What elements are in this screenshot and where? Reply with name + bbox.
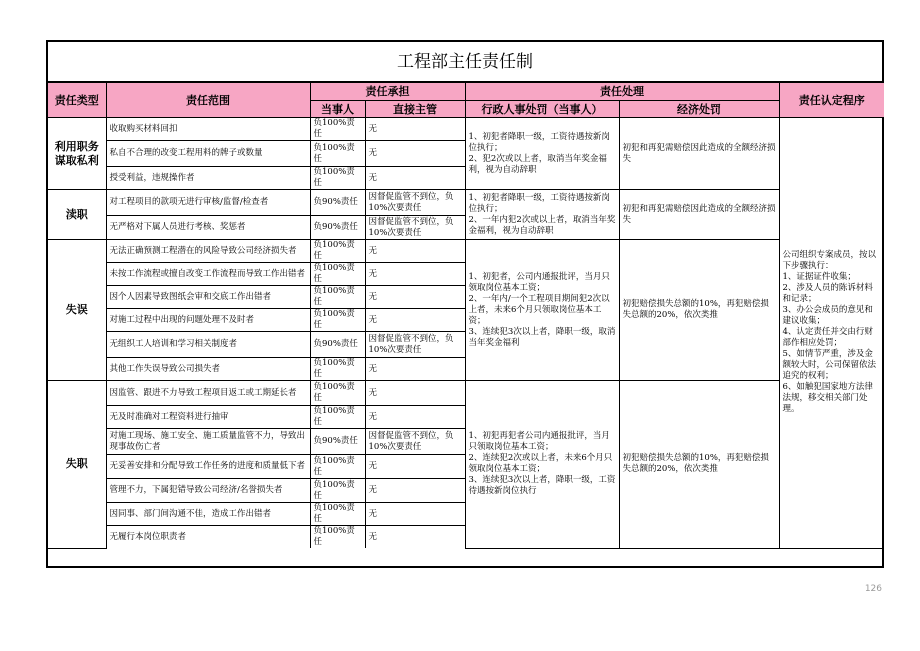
header-type: 责任类型	[48, 83, 106, 118]
supervisor-responsibility: 无	[365, 406, 465, 429]
party-responsibility: 负90%责任	[310, 332, 365, 358]
header-procedure: 责任认定程序	[779, 83, 884, 118]
admin-penalty: 1、初犯者降职一级，工资待遇按新岗位执行； 2、犯2次或以上者，取消当年奖金福利，视为自动辞职	[465, 118, 619, 190]
supervisor-responsibility: 无	[365, 286, 465, 309]
table-body	[48, 118, 884, 549]
responsibility-sheet	[46, 40, 884, 568]
supervisor-responsibility: 因督促监管不到位，负10%次要责任	[365, 429, 465, 455]
responsibility-scope: 授受利益，违规操作者	[106, 167, 310, 190]
supervisor-responsibility: 无	[365, 503, 465, 526]
party-responsibility: 负100%责任	[310, 358, 365, 381]
party-responsibility: 负90%责任	[310, 190, 365, 216]
economic-penalty: 初犯赔偿损失总额的10%，再犯赔偿损失总额的20%，依次类推	[619, 381, 779, 549]
party-responsibility: 负100%责任	[310, 526, 365, 549]
supervisor-responsibility: 无	[365, 167, 465, 190]
responsibility-scope: 未按工作流程或擅自改变工作流程而导致工作出错者	[106, 263, 310, 286]
party-responsibility: 负100%责任	[310, 503, 365, 526]
party-responsibility: 负90%责任	[310, 216, 365, 240]
admin-penalty: 1、初犯再犯者公司内通报批评，当月只领取岗位基本工资； 2、连续犯2次或以上者，未来6个月只领取岗位基本工资； 3、连续犯3次以上者，降职一级，工资待遇按新岗位执行	[465, 381, 619, 549]
responsibility-scope: 管理不力，下属犯错导致公司经济/名誉损失者	[106, 479, 310, 503]
supervisor-responsibility: 无	[365, 358, 465, 381]
party-responsibility: 负100%责任	[310, 479, 365, 503]
table-row	[48, 240, 884, 263]
party-responsibility: 负100%责任	[310, 118, 365, 141]
supervisor-responsibility: 无	[365, 141, 465, 167]
party-responsibility: 负100%责任	[310, 455, 365, 479]
responsibility-scope: 无组织工人培训和学习相关制度者	[106, 332, 310, 358]
economic-penalty: 初犯和再犯需赔偿因此造成的全额经济损失	[619, 118, 779, 190]
party-responsibility: 负100%责任	[310, 286, 365, 309]
party-responsibility: 负100%责任	[310, 263, 365, 286]
responsibility-scope: 无法正确预测工程潜在的风险导致公司经济损失者	[106, 240, 310, 263]
responsibility-scope: 因同事、部门间沟通不佳，造成工作出错者	[106, 503, 310, 526]
supervisor-responsibility: 因督促监管不到位，负10%次要责任	[365, 216, 465, 240]
header-supervisor: 直接主管	[365, 101, 465, 118]
admin-penalty: 1、初犯者，公司内通报批评，当月只领取岗位基本工资； 2、一年内/一个工程项目期间犯2次以上者，未来6个月只领取岗位基本工资； 3、连续犯3次以上者，降职一级，取消当年奖金福利	[465, 240, 619, 381]
party-responsibility: 负100%责任	[310, 309, 365, 332]
responsibility-scope: 无履行本岗位职责者	[106, 526, 310, 549]
responsibility-type: 利用职务 谋取私利	[48, 118, 106, 190]
responsibility-scope: 因监管、跟进不力导致工程项目返工或工期延长者	[106, 381, 310, 406]
responsibility-scope: 无及时准确对工程资料进行抽审	[106, 406, 310, 429]
economic-penalty: 初犯赔偿损失总额的10%，再犯赔偿损失总额的20%，依次类推	[619, 240, 779, 381]
responsibility-scope: 对施工现场、施工安全、施工质量监管不力，导致出现事故伤亡者	[106, 429, 310, 455]
supervisor-responsibility: 无	[365, 118, 465, 141]
header-scope: 责任范围	[106, 83, 310, 118]
header-bear: 责任承担	[310, 83, 465, 101]
header-handle: 责任处理	[465, 83, 779, 101]
responsibility-scope: 无妥善安排和分配导致工作任务的进度和质量低下者	[106, 455, 310, 479]
party-responsibility: 负100%责任	[310, 381, 365, 406]
responsibility-type: 失误	[48, 240, 106, 381]
responsibility-scope: 因个人因素导致图纸会审和交底工作出错者	[106, 286, 310, 309]
party-responsibility: 负100%责任	[310, 141, 365, 167]
responsibility-scope: 收取购买材料回扣	[106, 118, 310, 141]
responsibility-table	[48, 82, 884, 549]
supervisor-responsibility: 无	[365, 479, 465, 503]
determination-procedure: 公司组织专案成员，按以下步骤执行： 1、证据证件收集； 2、涉及人员的陈诉材料和记录； 3、办公会成员的意见和建议收集； 4、认定责任并交由行财部作相应处罚； 5、如情节严重，涉及金额较大时，公司保留依法追究的权利； 6、如触犯国家地方法律法规，移交相关部门处理。	[779, 118, 884, 549]
responsibility-scope: 其他工作失误导致公司损失者	[106, 358, 310, 381]
economic-penalty: 初犯和再犯需赔偿因此造成的全额经济损失	[619, 190, 779, 240]
supervisor-responsibility: 无	[365, 381, 465, 406]
table-row	[48, 190, 884, 216]
supervisor-responsibility: 无	[365, 526, 465, 549]
supervisor-responsibility: 无	[365, 455, 465, 479]
header-admin: 行政人事处罚（当事人）	[465, 101, 619, 118]
supervisor-responsibility: 无	[365, 309, 465, 332]
header-party: 当事人	[310, 101, 365, 118]
party-responsibility: 负90%责任	[310, 429, 365, 455]
page-title: 工程部主任责任制	[48, 42, 882, 82]
responsibility-scope: 无严格对下属人员进行考核、奖惩者	[106, 216, 310, 240]
party-responsibility: 负100%责任	[310, 240, 365, 263]
party-responsibility: 负100%责任	[310, 406, 365, 429]
header-econ: 经济处罚	[619, 101, 779, 118]
supervisor-responsibility: 因督促监管不到位，负10%次要责任	[365, 332, 465, 358]
supervisor-responsibility: 无	[365, 240, 465, 263]
party-responsibility: 负100%责任	[310, 167, 365, 190]
responsibility-scope: 私自不合理的改变工程用料的牌子或数量	[106, 141, 310, 167]
supervisor-responsibility: 因督促监管不到位，负10%次要责任	[365, 190, 465, 216]
responsibility-scope: 对工程项目的款项无进行审核/监督/检查者	[106, 190, 310, 216]
responsibility-type: 渎职	[48, 190, 106, 240]
admin-penalty: 1、初犯者降职一级，工资待遇按新岗位执行； 2、一年内犯2次或以上者，取消当年奖金福利，视为自动辞职	[465, 190, 619, 240]
page-number: 126	[864, 584, 882, 594]
table-row	[48, 381, 884, 406]
table-row	[48, 118, 884, 141]
responsibility-type: 失职	[48, 381, 106, 549]
supervisor-responsibility: 无	[365, 263, 465, 286]
responsibility-scope: 对施工过程中出现的问题处理不及时者	[106, 309, 310, 332]
